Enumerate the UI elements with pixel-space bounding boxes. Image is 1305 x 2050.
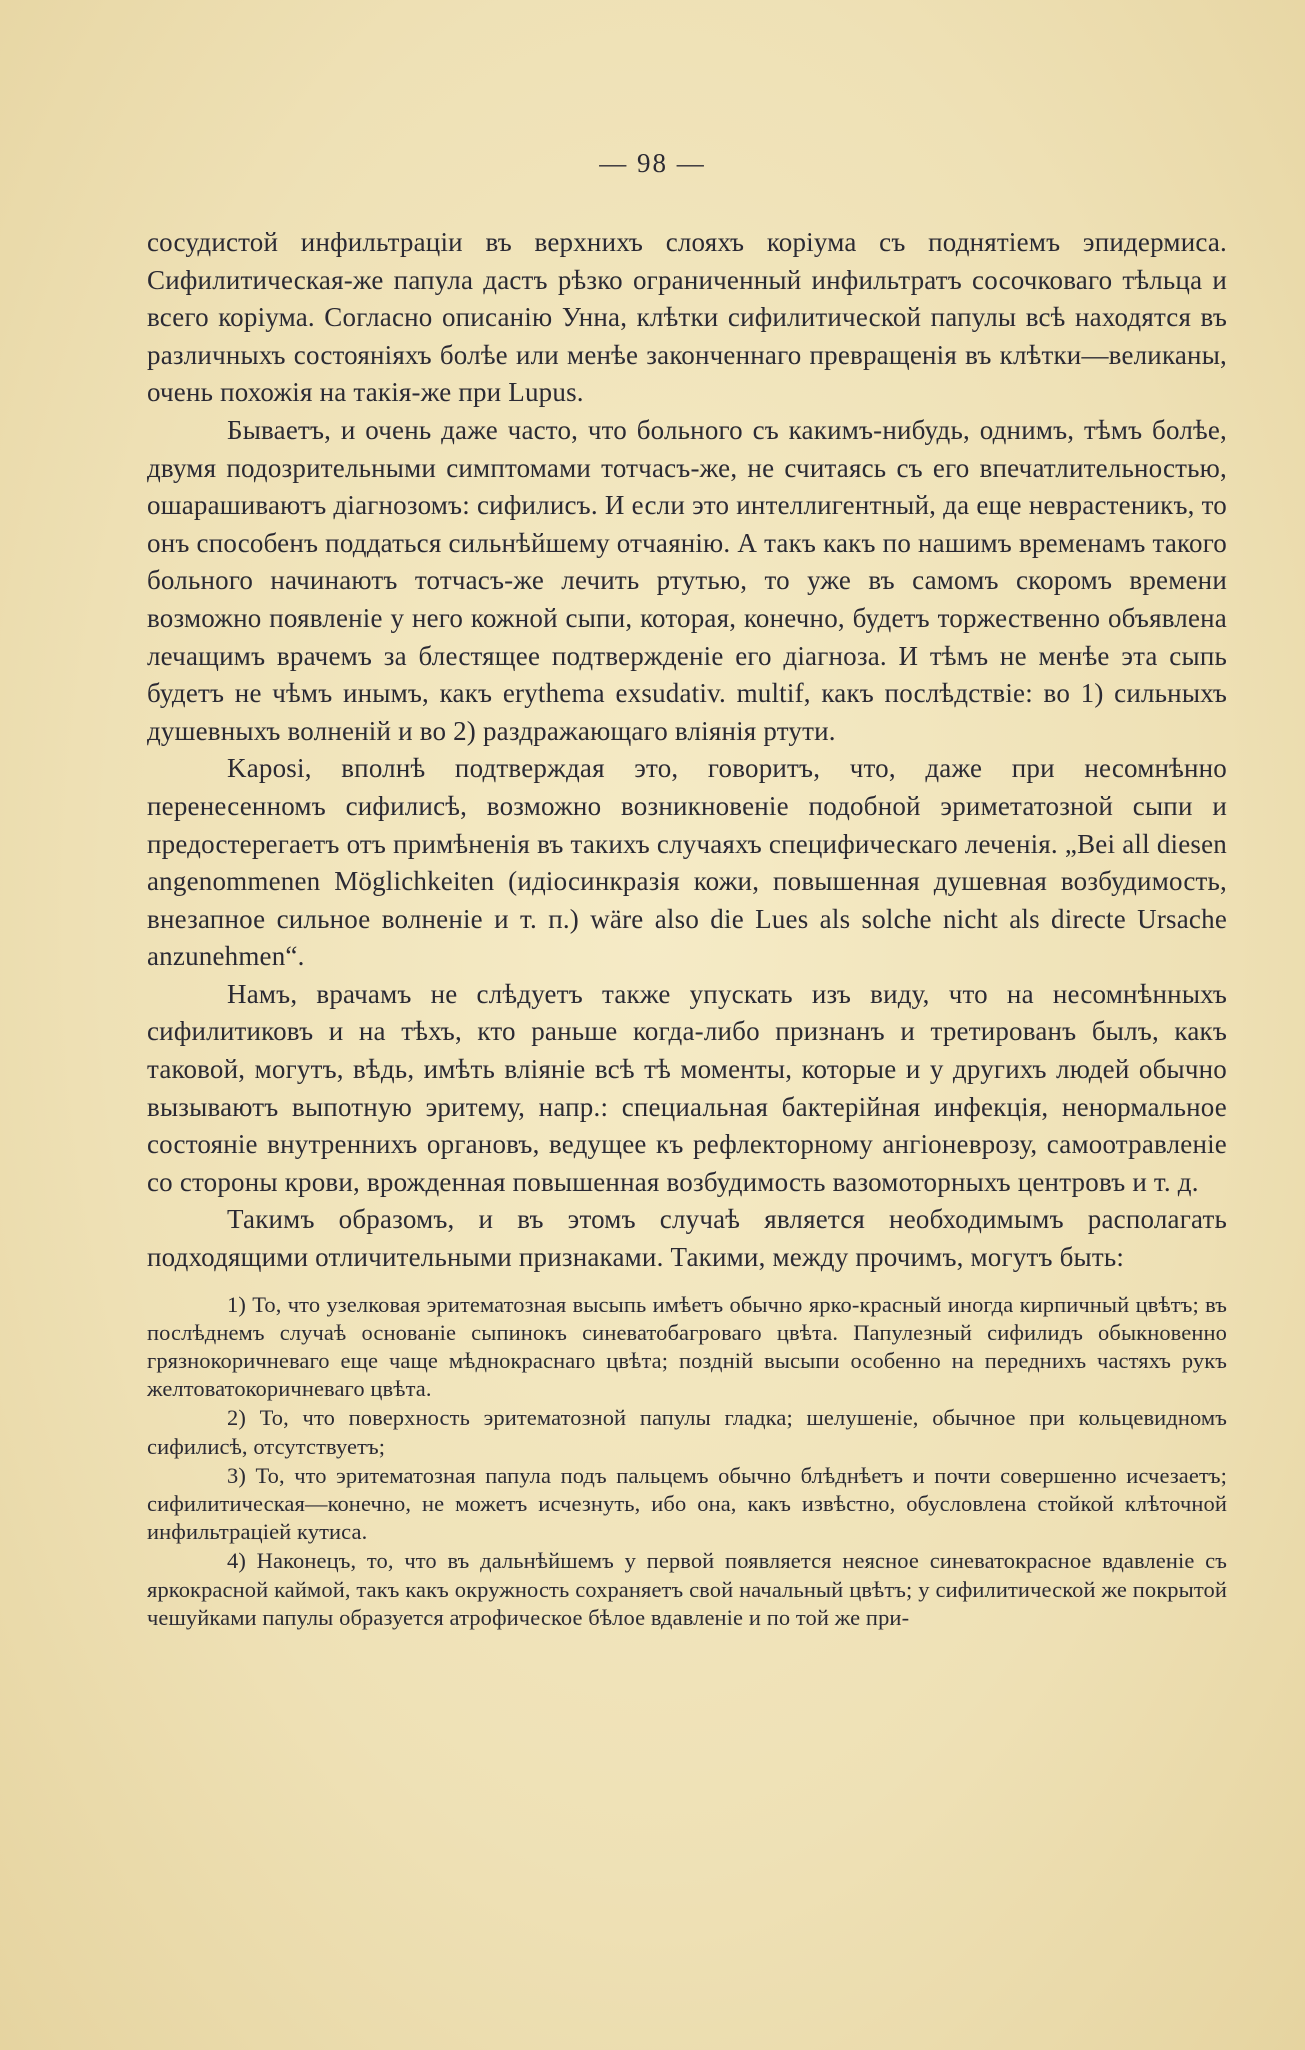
paragraph: Намъ, врачамъ не слѣдуетъ также упускать изъ виду, что на несомнѣнныхъ сифилитиковъ и на тѣхъ, кто раньше когда-либо признанъ и третированъ былъ, какъ таковой, могутъ, вѣдь, имѣть вліяніе всѣ тѣ моменты, которые и у другихъ людей обычно вызываютъ выпотную эритему, напр.: специальная бактерійная инфекція, ненормальное состояніе внутреннихъ органовъ, ведущее къ рефлекторному ангіоневрозу, самоотравленіе со стороны крови, врожденная повышенная возбудимость вазомоторныхъ центровъ и т. д.: [147, 978, 1227, 1197]
paragraph: Kaposi, вполнѣ подтверждая это, говоритъ, что, даже при несомнѣнно перенесенномъ сифилисѣ, возможно возникновеніе подобной эриметатозной сыпи и предостерегаетъ отъ примѣненія въ такихъ случаяхъ специфическаго леченія. „Bei all diesen angenommenen Möglichkeiten (идіосинкразія кожи, повышенная душевная возбудимость, внезапное сильное волненіе и т. п.) wäre also die Lues als solche nicht als directe Ursache anzunehmen“.: [147, 753, 1227, 972]
paragraph: сосудистой инфильтраціи въ верхнихъ слояхъ коріума съ поднятіемъ эпидермиса. Сифилитическая-же папула дастъ рѣзко ограниченный инфильтратъ сосочковаго тѣльца и всего коріума. Согласно описанію Унна, клѣтки сифилитической папулы всѣ находятся въ различныхъ состояніяхъ болѣе или менѣе законченнаго превращенія въ клѣтки—великаны, очень похожія на такія-же при Lupus.: [147, 227, 1227, 408]
numbered-list: [147, 1291, 1227, 1632]
list-item: 2) То, что поверхность эритематозной папулы гладка; шелушеніе, обычное при кольцевидномъ сифилисѣ, отсутствуетъ;: [147, 1405, 1227, 1459]
paragraph: Такимъ образомъ, и въ этомъ случаѣ является необходимымъ располагать подходящими отличительными признаками. Такими, между прочимъ, могутъ быть:: [147, 1204, 1227, 1273]
body-text: [147, 224, 1227, 1633]
list-item: 3) То, что эритематозная папула подъ пальцемъ обычно блѣднѣетъ и почти совершенно исчезаетъ; сифилитическая—конечно, не можетъ исчезнуть, ибо она, какъ извѣстно, обусловлена стойкой клѣточной инфильтраціей кутиса.: [147, 1462, 1227, 1545]
paragraph: Бываетъ, и очень даже часто, что больного съ какимъ-нибудь, однимъ, тѣмъ болѣе, двумя подозрительными симптомами тотчасъ-же, не считаясь съ его впечатлительностью, ошарашиваютъ діагнозомъ: сифилисъ. И если это интеллигентный, да еще неврастеникъ, то онъ способенъ поддаться сильнѣйшему отчаянію. А такъ какъ по нашимъ временамъ такого больного начинаютъ тотчасъ-же лечить ртутью, то уже въ самомъ скоромъ времени возможно появленіе у него кожной сыпи, которая, конечно, будетъ торжественно объявлена лечащимъ врачемъ за блестящее подтвержденіе его діагноза. И тѣмъ не менѣе эта сыпь будетъ не чѣмъ инымъ, какъ erythema exsudativ. multif, какъ послѣдствіе: во 1) сильныхъ душевныхъ волненій и во 2) раздражающаго вліянія ртути.: [147, 414, 1227, 746]
list-item: 1) То, что узелковая эритематозная высыпь имѣетъ обычно ярко-красный иногда кирпичный цвѣтъ; въ послѣднемъ случаѣ основаніе сыпинокъ синеватобагроваго цвѣта. Папулезный сифилидъ обыкновенно грязнокоричневаго еще чаще мѣднокраснаго цвѣта; поздній высыпи особенно на переднихъ частяхъ рукъ желтоватокоричневаго цвѣта.: [147, 1291, 1227, 1402]
page-number: — 98 —: [599, 148, 706, 178]
list-item: 4) Наконецъ, то, что въ дальнѣйшемъ у первой появляется неясное синеватокрасное вдавленіе съ яркокрасной каймой, такъ какъ окружность сохраняетъ свой начальный цвѣтъ; у сифилитической же покрытой чешуйками папулы образуется атрофическое бѣлое вдавленіе и по той же при-: [147, 1548, 1227, 1630]
